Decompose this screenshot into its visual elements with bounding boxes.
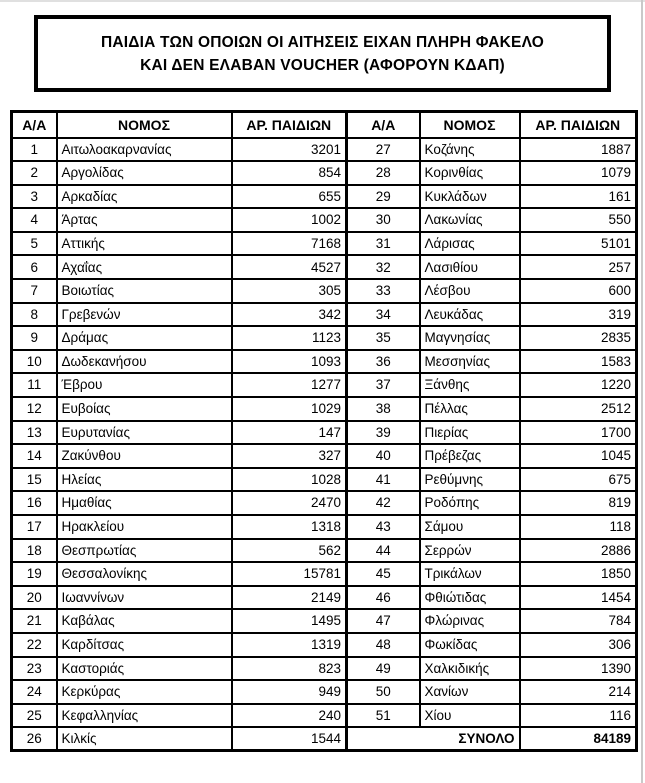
prefecture-cell: Μεσσηνίας: [420, 350, 520, 374]
prefecture-cell: Αρκαδίας: [57, 185, 232, 209]
prefecture-cell: Ηλείας: [57, 468, 232, 492]
children-count-cell: 15781: [232, 562, 347, 586]
prefecture-cell: Λάρισας: [420, 232, 520, 256]
prefecture-cell: Κεφαλληνίας: [57, 704, 232, 728]
row-number-cell: 14: [12, 444, 57, 468]
row-number-cell: 23: [12, 657, 57, 681]
page-title-box: [34, 15, 611, 92]
children-count-cell: 1002: [232, 208, 347, 232]
prefecture-cell: Ροδόπης: [420, 491, 520, 515]
prefecture-cell: Κοζάνης: [420, 138, 520, 162]
table-row: [12, 232, 637, 256]
prefecture-cell: Αχαΐας: [57, 255, 232, 279]
page-edge-top-line: [0, 0, 645, 2]
row-number-cell: 1: [12, 138, 57, 162]
children-count-cell: 306: [520, 633, 637, 657]
row-number-cell: 16: [12, 491, 57, 515]
row-number-cell: 38: [347, 397, 420, 421]
children-count-cell: 1700: [520, 421, 637, 445]
children-count-cell: 675: [520, 468, 637, 492]
children-count-cell: 949: [232, 680, 347, 704]
children-count-cell: 1390: [520, 657, 637, 681]
children-per-prefecture-table: [10, 110, 638, 752]
row-number-cell: 12: [12, 397, 57, 421]
table-row: [12, 255, 637, 279]
row-number-cell: 51: [347, 704, 420, 728]
children-count-cell: 1583: [520, 350, 637, 374]
children-count-cell: 1454: [520, 586, 637, 610]
children-count-cell: 342: [232, 303, 347, 327]
prefecture-cell: Ευρυτανίας: [57, 421, 232, 445]
children-count-cell: 600: [520, 279, 637, 303]
prefecture-cell: Δράμας: [57, 326, 232, 350]
column-header-nomos-left: ΝΟΜΟΣ: [57, 112, 232, 138]
children-count-cell: 319: [520, 303, 637, 327]
row-number-cell: 32: [347, 255, 420, 279]
prefecture-cell: Αιτωλοακαρνανίας: [57, 138, 232, 162]
children-count-cell: 2886: [520, 539, 637, 563]
table-row: [12, 515, 637, 539]
prefecture-cell: Φωκίδας: [420, 633, 520, 657]
table-row: [12, 657, 637, 681]
prefecture-cell: Πρέβεζας: [420, 444, 520, 468]
children-count-cell: 2835: [520, 326, 637, 350]
children-count-cell: 2470: [232, 491, 347, 515]
page-title-line-1: ΠΑΙΔΙΑ ΤΩΝ ΟΠΟΙΩΝ ΟΙ ΑΙΤΗΣΕΙΣ ΕΙΧΑΝ ΠΛΗΡΗ ΦΑΚΕΛΟ: [101, 33, 544, 51]
page-title-line-2: ΚΑΙ ΔΕΝ ΕΛΑΒΑΝ VOUCHER (ΑΦΟΡΟΥΝ ΚΔΑΠ): [140, 56, 505, 74]
prefecture-cell: Λέσβου: [420, 279, 520, 303]
table-row: [12, 138, 637, 162]
prefecture-cell: Αττικής: [57, 232, 232, 256]
prefecture-cell: Σάμου: [420, 515, 520, 539]
row-number-cell: 50: [347, 680, 420, 704]
prefecture-cell: Αργολίδας: [57, 161, 232, 185]
table-row: [12, 421, 637, 445]
row-number-cell: 30: [347, 208, 420, 232]
table-row: [12, 704, 637, 728]
prefecture-cell: Θεσσαλονίκης: [57, 562, 232, 586]
children-count-cell: 118: [520, 515, 637, 539]
row-number-cell: 39: [347, 421, 420, 445]
table-body: [12, 138, 637, 751]
prefecture-cell: Χαλκιδικής: [420, 657, 520, 681]
table-row: [12, 208, 637, 232]
row-number-cell: 25: [12, 704, 57, 728]
children-count-cell: 161: [520, 185, 637, 209]
children-count-cell: 819: [520, 491, 637, 515]
table-row: [12, 491, 637, 515]
prefecture-cell: Χανίων: [420, 680, 520, 704]
children-count-cell: 784: [520, 609, 637, 633]
children-count-cell: 214: [520, 680, 637, 704]
row-number-cell: 4: [12, 208, 57, 232]
row-number-cell: 13: [12, 421, 57, 445]
table-row: [12, 633, 637, 657]
prefecture-cell: Ξάνθης: [420, 373, 520, 397]
row-number-cell: 15: [12, 468, 57, 492]
row-number-cell: 6: [12, 255, 57, 279]
children-count-cell: 257: [520, 255, 637, 279]
children-count-cell: 823: [232, 657, 347, 681]
table-row: [12, 562, 637, 586]
row-number-cell: 27: [347, 138, 420, 162]
header-row: [12, 112, 637, 138]
row-number-cell: 40: [347, 444, 420, 468]
column-header-count-left: ΑΡ. ΠΑΙΔΙΩΝ: [232, 112, 347, 138]
table-header: [12, 112, 637, 138]
prefecture-cell: Τρικάλων: [420, 562, 520, 586]
row-number-cell: 34: [347, 303, 420, 327]
prefecture-cell: Κορινθίας: [420, 161, 520, 185]
row-number-cell: 44: [347, 539, 420, 563]
table-row: [12, 539, 637, 563]
table-row: [12, 373, 637, 397]
prefecture-cell: Λασιθίου: [420, 255, 520, 279]
prefecture-cell: Δωδεκανήσου: [57, 350, 232, 374]
prefecture-cell: Σερρών: [420, 539, 520, 563]
children-count-cell: 550: [520, 208, 637, 232]
children-count-cell: 5101: [520, 232, 637, 256]
table-row: [12, 397, 637, 421]
children-count-cell: 3201: [232, 138, 347, 162]
prefecture-cell: Κερκύρας: [57, 680, 232, 704]
children-count-cell: 7168: [232, 232, 347, 256]
prefecture-cell: Χίου: [420, 704, 520, 728]
children-count-cell: 1544: [232, 727, 347, 751]
prefecture-cell: Φθιώτιδας: [420, 586, 520, 610]
children-count-cell: 1277: [232, 373, 347, 397]
children-count-cell: 1887: [520, 138, 637, 162]
row-number-cell: 35: [347, 326, 420, 350]
row-number-cell: 10: [12, 350, 57, 374]
column-header-nomos-right: ΝΟΜΟΣ: [420, 112, 520, 138]
prefecture-cell: Μαγνησίας: [420, 326, 520, 350]
row-number-cell: 22: [12, 633, 57, 657]
row-number-cell: 20: [12, 586, 57, 610]
table-row: [12, 444, 637, 468]
children-count-cell: 2512: [520, 397, 637, 421]
children-count-cell: 1318: [232, 515, 347, 539]
children-count-cell: 1093: [232, 350, 347, 374]
table-row: [12, 609, 637, 633]
children-count-cell: 1079: [520, 161, 637, 185]
row-number-cell: 33: [347, 279, 420, 303]
children-count-cell: 1220: [520, 373, 637, 397]
row-number-cell: 29: [347, 185, 420, 209]
prefecture-cell: Ημαθίας: [57, 491, 232, 515]
row-number-cell: 9: [12, 326, 57, 350]
prefecture-cell: Άρτας: [57, 208, 232, 232]
table-row: [12, 326, 637, 350]
prefecture-cell: Λακωνίας: [420, 208, 520, 232]
children-count-cell: 147: [232, 421, 347, 445]
children-count-cell: 116: [520, 704, 637, 728]
total-value-cell: 84189: [520, 727, 637, 751]
page-edge-right-line: [641, 0, 643, 783]
row-number-cell: 31: [347, 232, 420, 256]
row-number-cell: 7: [12, 279, 57, 303]
table-row: [12, 350, 637, 374]
row-number-cell: 2: [12, 161, 57, 185]
row-number-cell: 28: [347, 161, 420, 185]
row-number-cell: 49: [347, 657, 420, 681]
row-number-cell: 45: [347, 562, 420, 586]
row-number-cell: 36: [347, 350, 420, 374]
prefecture-cell: Ζακύνθου: [57, 444, 232, 468]
children-count-cell: 1495: [232, 609, 347, 633]
row-number-cell: 3: [12, 185, 57, 209]
row-number-cell: 47: [347, 609, 420, 633]
row-number-cell: 46: [347, 586, 420, 610]
prefecture-cell: Πέλλας: [420, 397, 520, 421]
row-number-cell: 18: [12, 539, 57, 563]
row-number-cell: 17: [12, 515, 57, 539]
children-count-cell: 1319: [232, 633, 347, 657]
total-label-cell: ΣΥΝΟΛΟ: [347, 727, 520, 751]
prefecture-cell: Ρεθύμνης: [420, 468, 520, 492]
children-count-cell: 562: [232, 539, 347, 563]
children-count-cell: 1123: [232, 326, 347, 350]
children-count-cell: 854: [232, 161, 347, 185]
children-count-cell: 240: [232, 704, 347, 728]
prefecture-cell: Καβάλας: [57, 609, 232, 633]
prefecture-cell: Κυκλάδων: [420, 185, 520, 209]
prefecture-cell: Βοιωτίας: [57, 279, 232, 303]
table-row: [12, 586, 637, 610]
children-count-cell: 655: [232, 185, 347, 209]
children-count-cell: 2149: [232, 586, 347, 610]
row-number-cell: 41: [347, 468, 420, 492]
prefecture-cell: Καρδίτσας: [57, 633, 232, 657]
table-row: [12, 303, 637, 327]
table-row: [12, 727, 637, 751]
children-count-cell: 1045: [520, 444, 637, 468]
prefecture-cell: Θεσπρωτίας: [57, 539, 232, 563]
prefecture-cell: Ηρακλείου: [57, 515, 232, 539]
row-number-cell: 8: [12, 303, 57, 327]
prefecture-cell: Έβρου: [57, 373, 232, 397]
children-count-cell: 4527: [232, 255, 347, 279]
children-count-cell: 1850: [520, 562, 637, 586]
prefecture-cell: Καστοριάς: [57, 657, 232, 681]
row-number-cell: 37: [347, 373, 420, 397]
table-row: [12, 468, 637, 492]
table-row: [12, 279, 637, 303]
prefecture-cell: Ιωαννίνων: [57, 586, 232, 610]
prefecture-cell: Πιερίας: [420, 421, 520, 445]
children-count-cell: 1029: [232, 397, 347, 421]
row-number-cell: 5: [12, 232, 57, 256]
children-count-cell: 327: [232, 444, 347, 468]
table-row: [12, 680, 637, 704]
prefecture-cell: Κιλκίς: [57, 727, 232, 751]
row-number-cell: 48: [347, 633, 420, 657]
column-header-count-right: ΑΡ. ΠΑΙΔΙΩΝ: [520, 112, 637, 138]
row-number-cell: 21: [12, 609, 57, 633]
table-row: [12, 161, 637, 185]
prefecture-cell: Φλώρινας: [420, 609, 520, 633]
row-number-cell: 26: [12, 727, 57, 751]
column-header-aa-right: Α/Α: [347, 112, 420, 138]
table-row: [12, 185, 637, 209]
prefecture-cell: Ευβοίας: [57, 397, 232, 421]
row-number-cell: 19: [12, 562, 57, 586]
row-number-cell: 24: [12, 680, 57, 704]
prefecture-cell: Λευκάδας: [420, 303, 520, 327]
row-number-cell: 43: [347, 515, 420, 539]
children-count-cell: 1028: [232, 468, 347, 492]
row-number-cell: 11: [12, 373, 57, 397]
column-header-aa-left: Α/Α: [12, 112, 57, 138]
row-number-cell: 42: [347, 491, 420, 515]
children-count-cell: 305: [232, 279, 347, 303]
prefecture-cell: Γρεβενών: [57, 303, 232, 327]
